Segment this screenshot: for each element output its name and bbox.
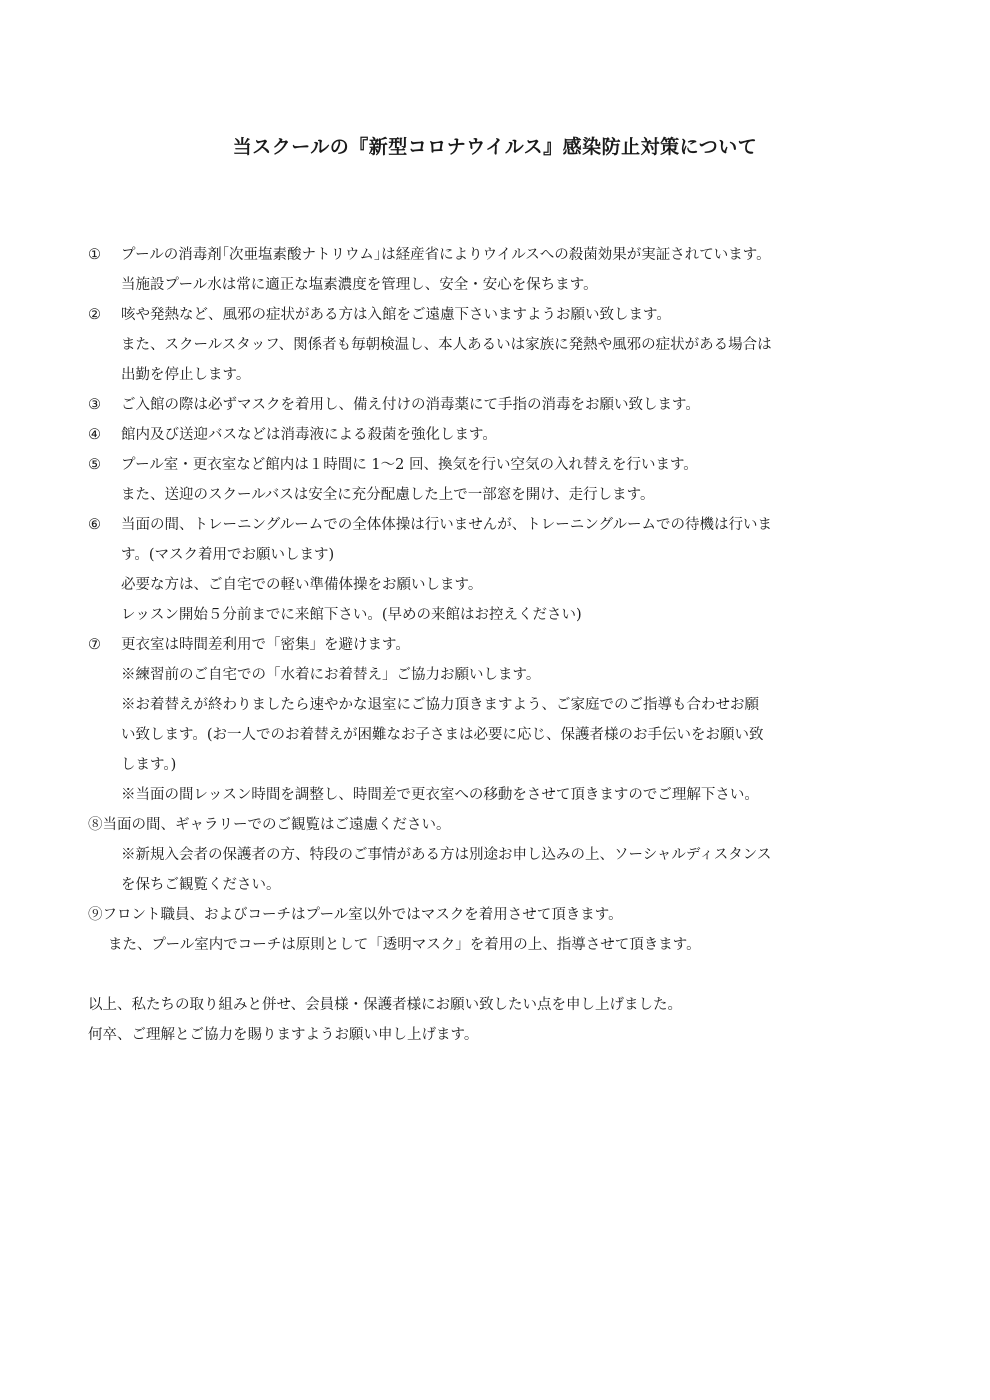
closing-text: 以上、私たちの取り組みと併せ、会員様・保護者様にお願い致したい点を申し上げました。 bbox=[88, 997, 683, 1013]
list-item-7 bbox=[88, 630, 918, 660]
item-marker: ① bbox=[88, 247, 101, 263]
item-line: 咳や発熱など、風邪の症状がある方は入館をご遠慮下さいますようお願い致します。 bbox=[121, 307, 671, 323]
list-item-7-cont bbox=[88, 780, 918, 810]
item-line: ⑨フロント職員、およびコーチはプール室以外ではマスクを着用させて頂きます。 bbox=[88, 907, 623, 923]
list-item-6-cont bbox=[88, 570, 918, 600]
item-line: また、送迎のスクールバスは安全に充分配慮した上で一部窓を開け、走行します。 bbox=[121, 487, 655, 503]
item-line: プールの消毒剤｢次亜塩素酸ナトリウム｣は経産省によりウイルスへの殺菌効果が実証されています。 bbox=[121, 247, 771, 263]
item-line: を保ちご観覧ください。 bbox=[121, 877, 281, 893]
list-item-6 bbox=[88, 510, 918, 540]
item-line: 館内及び送迎バスなどは消毒液による殺菌を強化します。 bbox=[121, 427, 497, 443]
list-item-5-cont bbox=[88, 480, 918, 510]
list-item-2-cont bbox=[88, 360, 918, 390]
list-item-7-cont bbox=[88, 660, 918, 690]
list-item-1 bbox=[88, 240, 918, 270]
item-marker: ⑤ bbox=[88, 457, 101, 473]
item-line: ※新規入会者の保護者の方、特段のご事情がある方は別途お申し込みの上、ソーシャルディスタンス bbox=[121, 847, 772, 863]
item-marker: ⑥ bbox=[88, 517, 101, 533]
item-line: レッスン開始５分前までに来館下さい。(早めの来館はお控えください) bbox=[121, 607, 582, 623]
list-item-5 bbox=[88, 450, 918, 480]
document-body bbox=[88, 240, 918, 1050]
item-marker: ④ bbox=[88, 427, 101, 443]
list-item-4 bbox=[88, 420, 918, 450]
item-line: プール室・更衣室など館内は１時間に 1～2 回、換気を行い空気の入れ替えを行います。 bbox=[121, 457, 698, 473]
list-item-8 bbox=[88, 810, 918, 840]
list-item-2-cont bbox=[88, 330, 918, 360]
item-line: す。(マスク着用でお願いします) bbox=[121, 547, 335, 563]
list-item-8-cont bbox=[88, 870, 918, 900]
item-line: また、スクールスタッフ、関係者も毎朝検温し、本人あるいは家族に発熱や風邪の症状がある場合は bbox=[121, 337, 772, 353]
list-item-8-cont bbox=[88, 840, 918, 870]
item-marker: ② bbox=[88, 307, 101, 323]
list-item-7-cont bbox=[88, 690, 918, 720]
list-item-7-cont bbox=[88, 720, 918, 750]
item-line: 出勤を停止します。 bbox=[121, 367, 251, 383]
item-line: ご入館の際は必ずマスクを着用し、備え付けの消毒薬にて手指の消毒をお願い致します。 bbox=[121, 397, 700, 413]
list-item-7-cont bbox=[88, 750, 918, 780]
list-item-6-cont bbox=[88, 600, 918, 630]
item-line: 当施設プール水は常に適正な塩素濃度を管理し、安全・安心を保ちます。 bbox=[121, 277, 598, 293]
closing-line bbox=[88, 990, 918, 1020]
spacer bbox=[88, 960, 918, 990]
closing-text: 何卒、ご理解とご協力を賜りますようお願い申し上げます。 bbox=[88, 1027, 479, 1043]
list-item-2 bbox=[88, 300, 918, 330]
item-line: します。) bbox=[121, 757, 177, 773]
item-line: ※練習前のご自宅での「水着にお着替え」ご協力お願いします。 bbox=[121, 667, 541, 683]
list-item-1-cont bbox=[88, 270, 918, 300]
item-line: ⑧当面の間、ギャラリーでのご観覧はご遠慮ください。 bbox=[88, 817, 451, 833]
list-item-9 bbox=[88, 900, 918, 930]
item-marker: ③ bbox=[88, 397, 101, 413]
page-title: 当スクールの『新型コロナウイルス』感染防止対策について bbox=[232, 136, 758, 158]
item-line: また、プール室内でコーチは原則として「透明マスク」を着用の上、指導させて頂きます。 bbox=[108, 937, 701, 953]
item-line: い致します。(お一人でのお着替えが困難なお子さまは必要に応じ、保護者様のお手伝いをお願い致 bbox=[121, 727, 764, 743]
item-line: ※お着替えが終わりましたら速やかな退室にご協力頂きますよう、ご家庭でのご指導も合わせお願 bbox=[121, 697, 759, 713]
item-marker: ⑦ bbox=[88, 637, 101, 653]
list-item-3 bbox=[88, 390, 918, 420]
item-line: 必要な方は、ご自宅での軽い準備体操をお願いします。 bbox=[121, 577, 483, 593]
item-line: ※当面の間レッスン時間を調整し、時間差で更衣室への移動をさせて頂きますのでご理解下さい。 bbox=[121, 787, 759, 803]
item-line: 更衣室は時間差利用で「密集」を避けます。 bbox=[121, 637, 410, 653]
closing-line bbox=[88, 1020, 918, 1050]
list-item-9-cont bbox=[88, 930, 918, 960]
item-line: 当面の間、トレーニングルームでの全体体操は行いませんが、トレーニングルームでの待機は行いま bbox=[121, 517, 773, 533]
list-item-6-cont bbox=[88, 540, 918, 570]
